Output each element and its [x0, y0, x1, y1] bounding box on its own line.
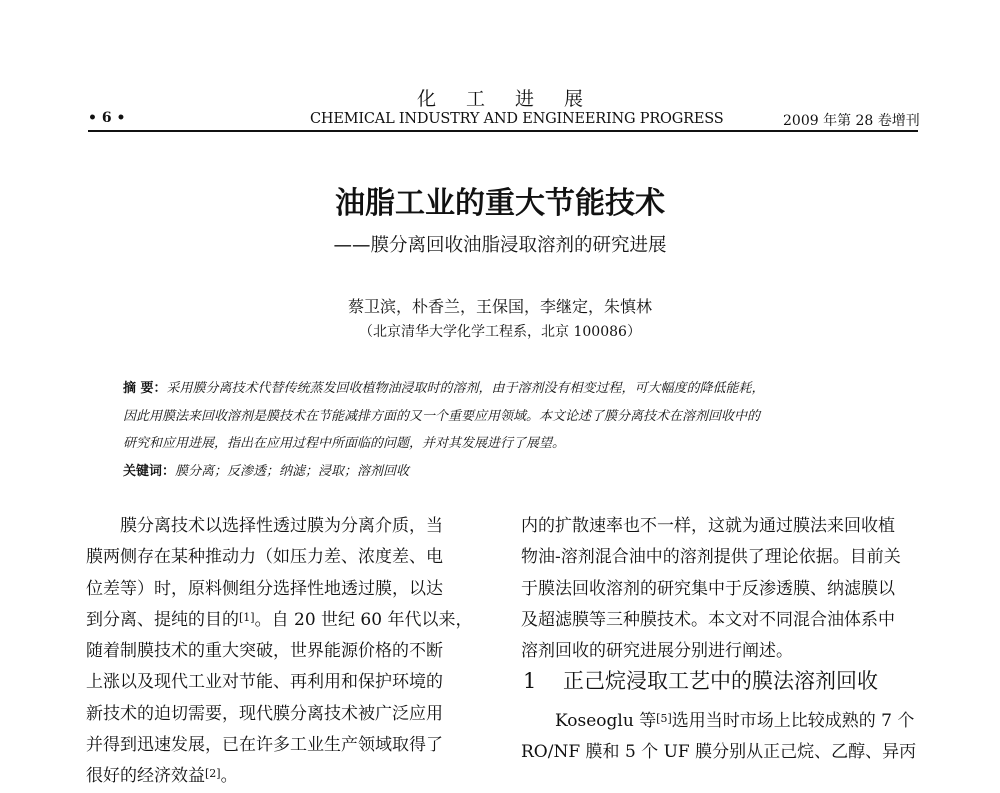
body-line: 内的扩散速率也不一样，这就为通过膜法来回收植	[521, 516, 895, 536]
section-title: 正己烷浸取工艺中的膜法溶剂回收	[563, 669, 878, 693]
body-line: 上涨以及现代工业对节能、再利用和保护环境的	[86, 672, 443, 693]
affiliation: （北京清华大学化学工程系，北京 100086）	[359, 324, 641, 340]
body-line: 位差等）时，原料侧组分选择性地透过膜，以达	[86, 578, 443, 599]
section-number: 1	[523, 669, 537, 693]
body-line: 膜两侧存在某种推动力（如压力差、浓度差、电	[86, 547, 443, 568]
citation-ref: [1]	[239, 610, 255, 624]
abstract-line	[123, 375, 913, 403]
citation-ref: [5]	[656, 712, 672, 725]
journal-title-chinese: 化工进展	[416, 88, 613, 110]
left-column	[86, 511, 491, 793]
body-line: 溶剂回收的研究进展分别进行阐述。	[521, 641, 793, 662]
right-column	[521, 511, 929, 667]
article-subtitle: ——膜分离回收油脂浸取溶剂的研究进展	[333, 235, 667, 256]
body-line	[521, 706, 931, 737]
body-line: 新技术的迫切需要，现代膜分离技术被广泛应用	[86, 703, 443, 724]
body-line: 随着制膜技术的重大突破，世界能源价格的不断	[86, 641, 443, 662]
citation-ref: [2]	[205, 767, 221, 781]
abstract-line: 研究和应用进展，指出在应用过程中所面临的问题，并对其发展进行了展望。	[123, 436, 566, 451]
header-rule	[88, 130, 918, 132]
body-line: 膜分离技术以选择性透过膜为分离介质，当	[120, 516, 443, 536]
section-heading	[523, 665, 878, 695]
body-text: 很好的经济效益	[86, 766, 205, 787]
body-text: 选用当时市场上比较成熟的 7 个	[671, 711, 915, 731]
body-line: 物油-溶剂混合油中的溶剂提供了理论依据。目前关	[521, 547, 901, 568]
abstract-label: 摘 要：	[123, 381, 167, 396]
body-line	[86, 761, 491, 792]
body-line: 并得到迅速发展，已在许多工业生产领域取得了	[86, 735, 443, 756]
keywords-label: 关键词：	[123, 463, 176, 479]
right-column-paragraph	[521, 706, 931, 769]
page-number: • 6 •	[88, 110, 126, 126]
journal-title-english: CHEMICAL INDUSTRY AND ENGINEERING PROGRESS	[310, 111, 724, 127]
body-line: 及超滤膜等三种膜技术。本文对不同混合油体系中	[521, 609, 895, 630]
abstract-text: 采用膜分离技术代替传统蒸发回收植物油浸取时的溶剂，由于溶剂没有相变过程，可大幅度的降低能耗，	[166, 381, 765, 396]
body-text: 。自 20 世纪 60 年代以来，	[254, 609, 473, 630]
keywords: 膜分离；反渗透；纳滤；浸取；溶剂回收	[175, 463, 410, 479]
body-line	[86, 605, 491, 636]
body-line: RO/NF 膜和 5 个 UF 膜分别从正己烷、乙醇、异丙	[521, 742, 917, 763]
abstract-line: 因此用膜法来回收溶剂是膜技术在节能减排方面的又一个重要应用领域。本文论述了膜分离技术在溶剂回收中的	[123, 408, 761, 424]
article-title: 油脂工业的重大节能技术	[335, 186, 665, 221]
keywords-line	[123, 458, 913, 486]
body-text: 到分离、提纯的目的	[86, 609, 239, 630]
authors: 蔡卫滨，朴香兰，王保国，李继定，朱慎林	[347, 297, 652, 316]
body-text: 。	[220, 766, 238, 787]
abstract	[123, 375, 913, 485]
body-text: Koseoglu 等	[555, 711, 657, 731]
issue-info: 2009 年第 28 卷增刊	[783, 113, 920, 129]
body-line: 于膜法回收溶剂的研究集中于反渗透膜、纳滤膜以	[521, 578, 895, 599]
